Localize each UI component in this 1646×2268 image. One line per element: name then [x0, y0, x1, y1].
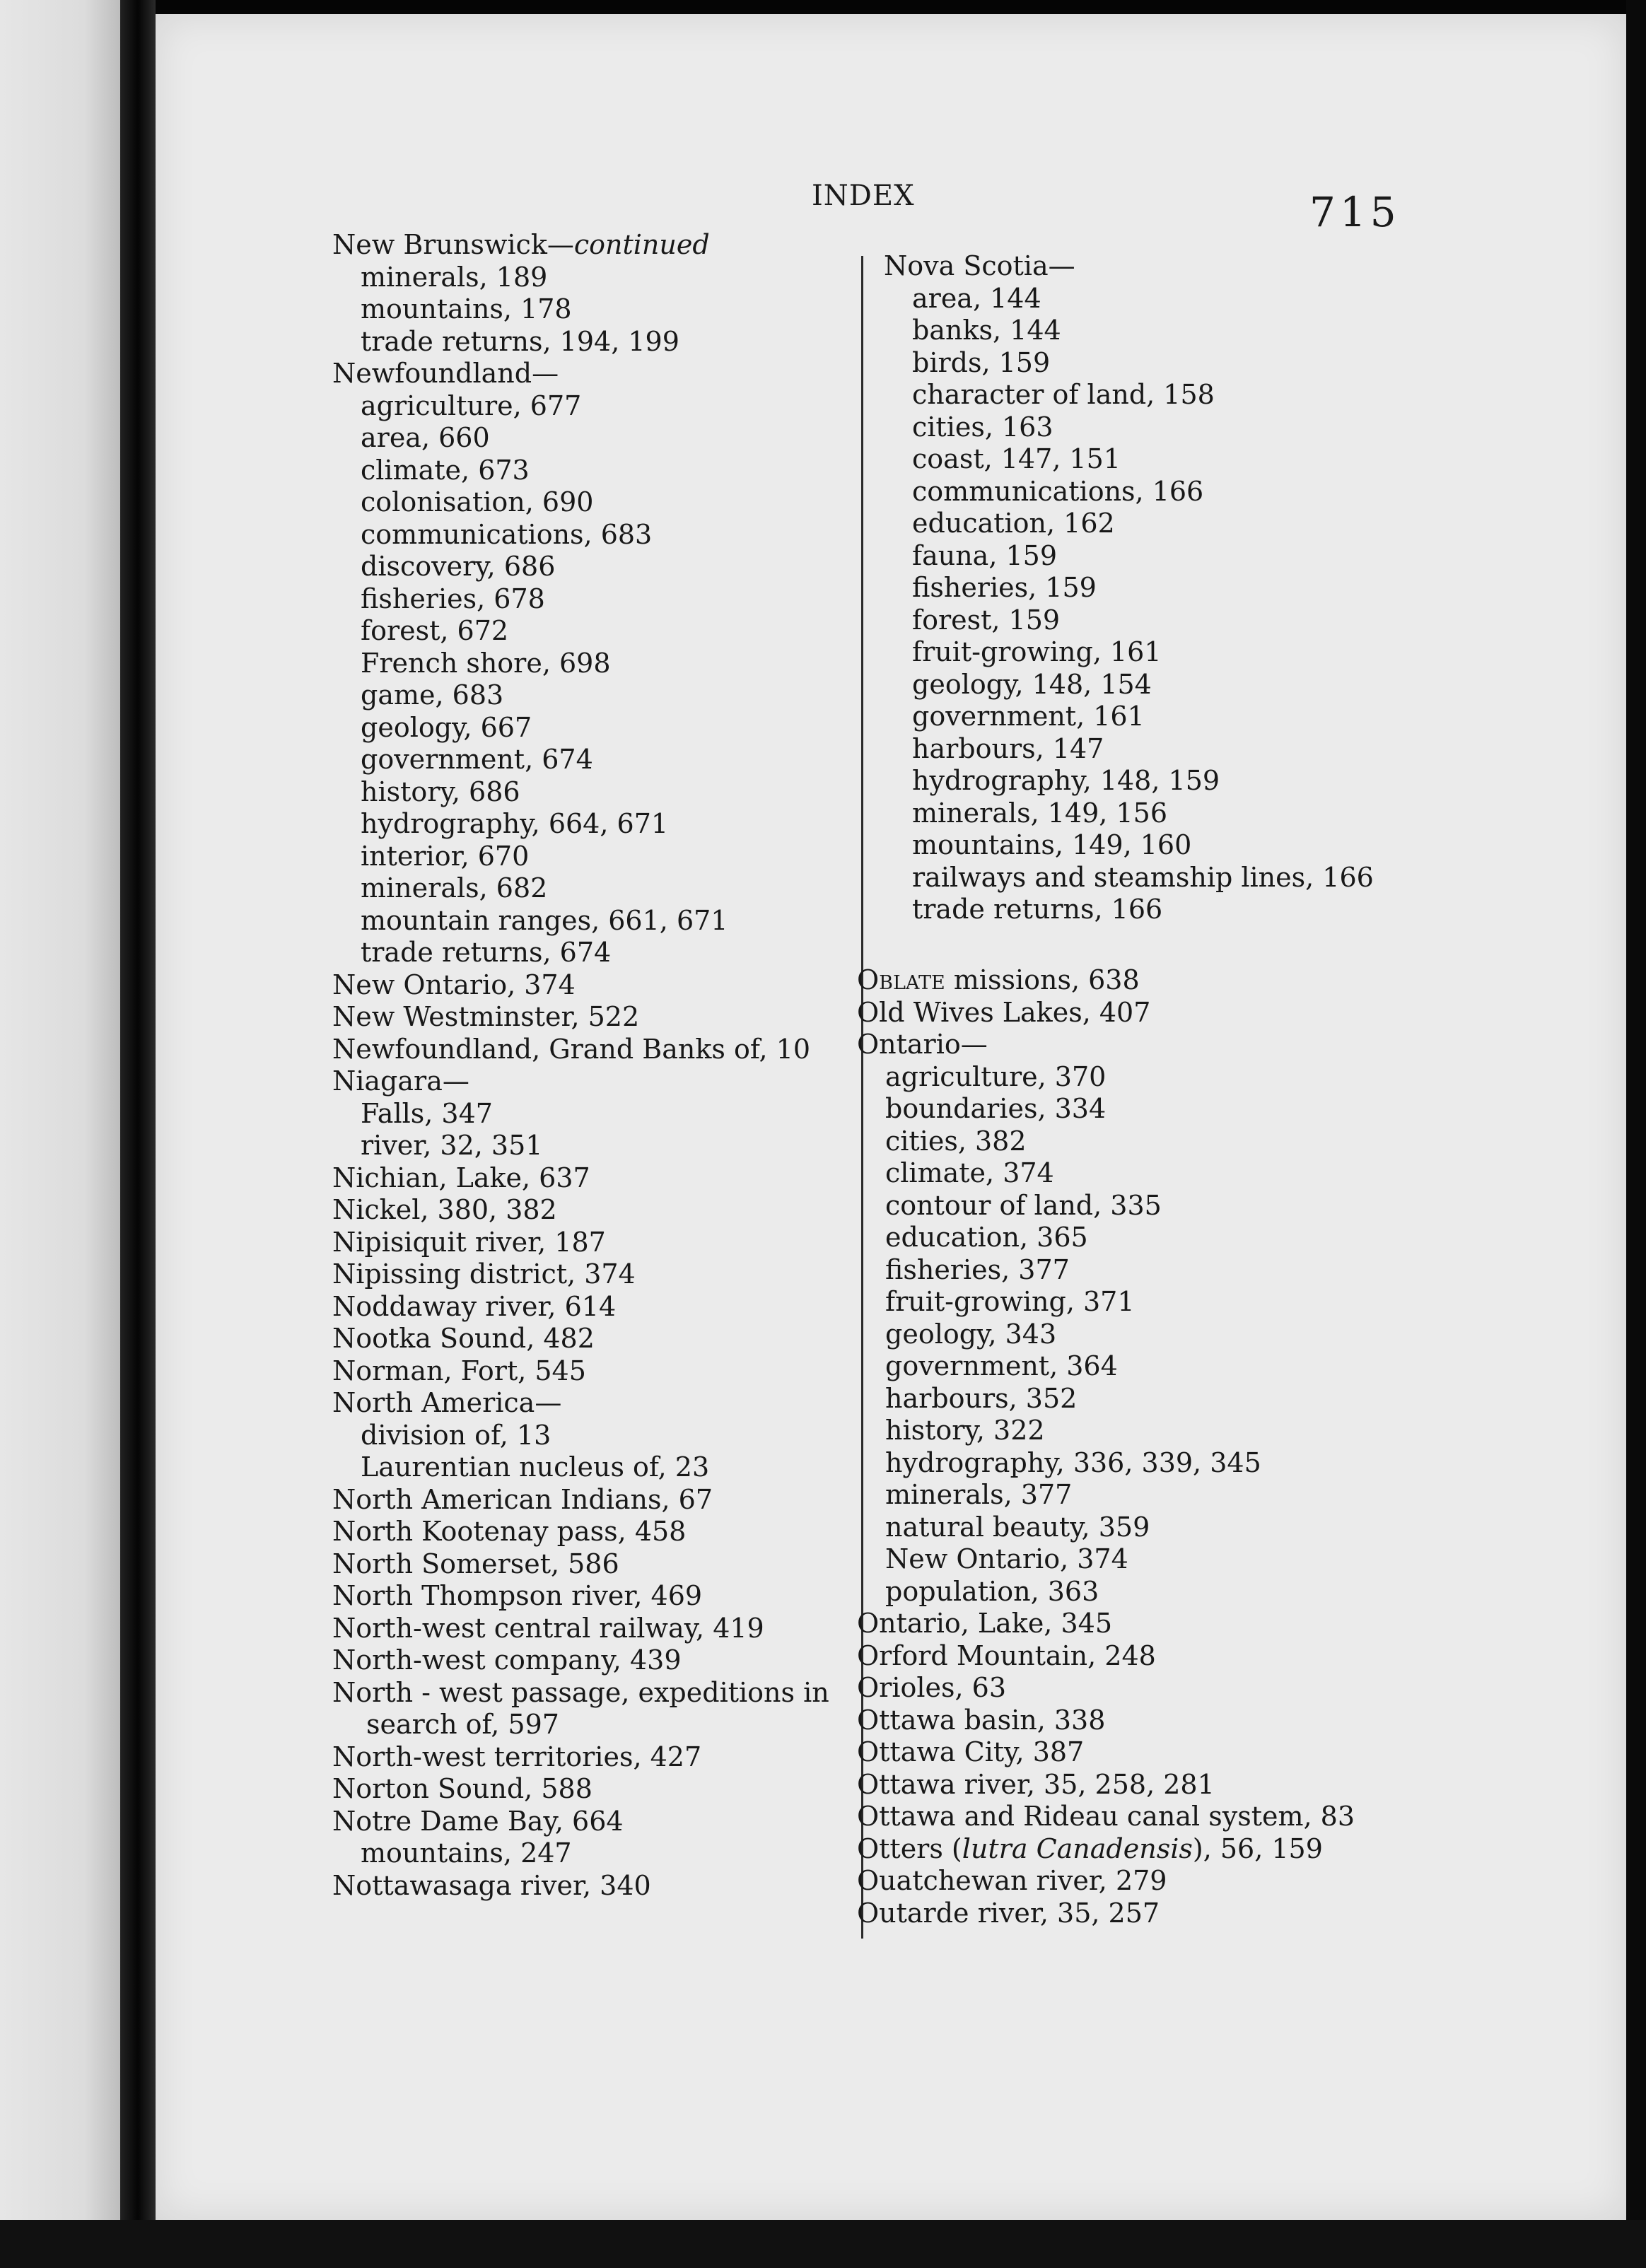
index-heading: North-west central railway, 419	[332, 1612, 764, 1644]
index-heading: Orford Mountain, 248	[857, 1639, 1156, 1671]
index-heading: Nichian, Lake, 637	[332, 1162, 590, 1193]
index-subentry: climate, 673	[361, 454, 530, 486]
index-heading: North - west passage, expeditions in	[332, 1676, 829, 1708]
index-heading: North-west territories, 427	[332, 1741, 702, 1772]
index-subentry: New Ontario, 374	[885, 1543, 1128, 1574]
index-heading: Nipissing district, 374	[332, 1258, 636, 1290]
index-subentry: education, 365	[885, 1222, 1088, 1253]
index-subentry: colonisation, 690	[361, 486, 594, 518]
index-subentry: mountains, 247	[361, 1837, 572, 1869]
index-subentry: Laurentian nucleus of, 23	[361, 1451, 710, 1483]
index-subentry: hydrography, 664, 671	[361, 808, 669, 839]
index-heading: Nickel, 380, 382	[332, 1194, 557, 1225]
index-heading: North American Indians, 67	[332, 1483, 713, 1515]
index-heading: North America—	[332, 1387, 562, 1418]
index-column-right-bottom	[857, 964, 1355, 1929]
index-heading: Norman, Fort, 545	[332, 1355, 586, 1386]
index-subentry: mountain ranges, 661, 671	[361, 904, 728, 936]
index-subentry: fauna, 159	[912, 539, 1058, 571]
index-subentry: fruit-growing, 371	[885, 1286, 1135, 1317]
index-subentry: government, 364	[885, 1350, 1118, 1381]
index-subentry: search of, 597	[366, 1709, 559, 1740]
index-subentry: history, 322	[885, 1415, 1045, 1446]
index-column-left	[332, 229, 829, 1902]
index-subentry: natural beauty, 359	[885, 1511, 1150, 1543]
index-subentry: mountains, 178	[361, 293, 572, 325]
index-subentry: birds, 159	[912, 346, 1051, 378]
index-heading: Orioles, 63	[857, 1672, 1007, 1703]
index-heading: Ontario, Lake, 345	[857, 1608, 1112, 1639]
index-subentry: history, 686	[361, 776, 520, 807]
index-heading: North Thompson river, 469	[332, 1580, 703, 1611]
index-subentry: minerals, 377	[885, 1479, 1073, 1510]
book-binding	[120, 0, 156, 2268]
index-subentry: cities, 382	[885, 1125, 1027, 1157]
index-heading: Ottawa basin, 338	[857, 1704, 1106, 1736]
index-subentry: hydrography, 148, 159	[912, 765, 1220, 796]
scan-bottom-border	[0, 2220, 1646, 2268]
index-subentry: harbours, 352	[885, 1382, 1078, 1414]
index-subentry: mountains, 149, 160	[912, 829, 1192, 860]
index-heading: Nottawasaga river, 340	[332, 1869, 651, 1901]
index-heading: Oblate missions, 638	[857, 964, 1140, 995]
index-heading: Ontario—	[857, 1029, 988, 1060]
index-subentry: fisheries, 377	[885, 1253, 1070, 1285]
index-subentry: trade returns, 194, 199	[361, 325, 679, 357]
index-heading: Ottawa river, 35, 258, 281	[857, 1768, 1215, 1800]
index-heading: New Ontario, 374	[332, 969, 576, 1000]
index-subentry: communications, 166	[912, 475, 1204, 507]
index-subentry: geology, 148, 154	[912, 668, 1152, 700]
index-subentry: government, 161	[912, 701, 1145, 732]
index-subentry: game, 683	[361, 679, 504, 711]
index-subentry: minerals, 189	[361, 261, 548, 293]
index-subentry: climate, 374	[885, 1157, 1054, 1188]
index-heading: Otters (lutra Canadensis), 56, 159	[857, 1832, 1323, 1864]
index-subentry: harbours, 147	[912, 732, 1104, 764]
index-subentry: hydrography, 336, 339, 345	[885, 1446, 1261, 1478]
index-heading: Outarde river, 35, 257	[857, 1897, 1160, 1929]
index-subentry: geology, 667	[361, 711, 532, 743]
index-heading: Old Wives Lakes, 407	[857, 996, 1151, 1028]
index-heading: Newfoundland, Grand Banks of, 10	[332, 1033, 811, 1065]
index-subentry: agriculture, 677	[361, 390, 582, 421]
index-subentry: banks, 144	[912, 315, 1061, 346]
facing-page-edge	[0, 0, 120, 2241]
index-heading: Notre Dame Bay, 664	[332, 1805, 624, 1837]
index-subentry: education, 162	[912, 508, 1115, 539]
index-subentry: forest, 672	[361, 615, 509, 646]
index-subentry: minerals, 682	[361, 872, 548, 904]
index-heading: Norton Sound, 588	[332, 1773, 593, 1804]
index-subentry: area, 144	[912, 282, 1041, 314]
index-subentry: interior, 670	[361, 840, 530, 872]
index-subentry: trade returns, 674	[361, 937, 612, 968]
index-subentry: French shore, 698	[361, 647, 611, 679]
index-subentry: population, 363	[885, 1575, 1099, 1607]
index-subentry: fisheries, 159	[912, 572, 1097, 603]
index-subentry: railways and steamship lines, 166	[912, 861, 1374, 893]
index-subentry: Falls, 347	[361, 1097, 493, 1129]
index-heading: Noddaway river, 614	[332, 1290, 617, 1322]
index-heading: North Somerset, 586	[332, 1548, 619, 1579]
index-subentry: trade returns, 166	[912, 894, 1163, 925]
index-subentry: area, 660	[361, 422, 490, 453]
index-heading: Newfoundland—	[332, 358, 559, 389]
page-number: 715	[1309, 188, 1401, 236]
index-heading: North Kootenay pass, 458	[332, 1516, 687, 1547]
index-subentry: fisheries, 678	[361, 583, 545, 614]
index-subentry: geology, 343	[885, 1318, 1057, 1350]
index-heading: Nova Scotia—	[884, 250, 1075, 281]
index-heading: Nipisiquit river, 187	[332, 1226, 606, 1258]
index-subentry: government, 674	[361, 744, 593, 775]
index-subentry: cities, 163	[912, 411, 1053, 443]
index-subentry: contour of land, 335	[885, 1189, 1162, 1221]
index-subentry: fruit-growing, 161	[912, 636, 1162, 667]
index-subentry: agriculture, 370	[885, 1060, 1107, 1092]
index-subentry: river, 32, 351	[361, 1130, 543, 1161]
index-column-right-top	[884, 250, 1374, 926]
running-head-title: INDEX	[812, 180, 915, 212]
index-subentry: boundaries, 334	[885, 1093, 1107, 1124]
page-edge-shadow	[1626, 0, 1646, 2268]
index-subentry: coast, 147, 151	[912, 443, 1121, 474]
index-subentry: communications, 683	[361, 518, 653, 550]
index-heading: Ottawa and Rideau canal system, 83	[857, 1801, 1355, 1832]
index-heading: New Westminster, 522	[332, 1001, 640, 1032]
index-heading: Niagara—	[332, 1065, 469, 1097]
index-subentry: discovery, 686	[361, 551, 556, 582]
index-heading: Nootka Sound, 482	[332, 1323, 595, 1354]
index-heading: Ottawa City, 387	[857, 1736, 1085, 1767]
index-subentry: division of, 13	[361, 1419, 551, 1451]
index-subentry: character of land, 158	[912, 379, 1215, 410]
index-heading: New Brunswick—continued	[332, 229, 710, 260]
index-heading: Ouatchewan river, 279	[857, 1865, 1167, 1896]
index-heading: North-west company, 439	[332, 1644, 682, 1676]
index-subentry: forest, 159	[912, 604, 1061, 636]
index-subentry: minerals, 149, 156	[912, 797, 1167, 829]
